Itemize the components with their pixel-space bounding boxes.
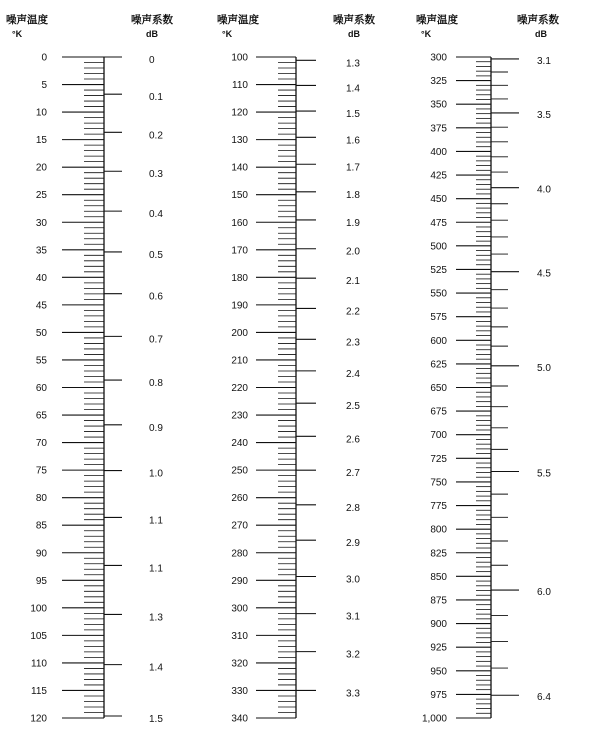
scale-3-temp-label: 525	[430, 264, 447, 276]
scale-2-nf-label: 1.9	[346, 217, 360, 229]
nf-header-2: 噪声系数	[333, 14, 375, 26]
scale-3-temp-label: 500	[430, 241, 447, 253]
scale-1-temp-label: 95	[35, 575, 47, 587]
scale-3-nf-label: 6.4	[537, 692, 551, 704]
scale-1-temp-label: 25	[35, 190, 47, 202]
nf-header-1: 噪声系数	[131, 14, 173, 26]
temp-unit-1: °K	[12, 29, 23, 39]
scale-3-temp-label: 325	[430, 76, 447, 88]
scale-3-temp-label: 300	[430, 52, 447, 64]
scale-2-nf-label: 2.9	[346, 538, 360, 550]
scale-3-temp-label: 350	[430, 99, 447, 111]
scale-3-temp-label: 1,000	[421, 713, 447, 725]
scale-3-temp-label: 800	[430, 524, 447, 536]
scale-2-temp-label: 130	[231, 135, 248, 147]
scale-2-temp-label: 210	[231, 355, 248, 367]
scale-2-temp-label: 140	[231, 162, 248, 174]
scale-2-temp-label: 310	[231, 630, 248, 642]
scale-1-nf-label: 0.4	[149, 209, 163, 221]
scale-1-temp-label: 0	[41, 52, 47, 64]
scale-3-temp-label: 625	[430, 359, 447, 371]
scale-3-temp-label: 750	[430, 477, 447, 489]
scale-1-nf-label: 1.4	[149, 662, 163, 674]
nf-header-3: 噪声系数	[517, 14, 559, 26]
scale-1-nf-label: 0.6	[149, 291, 163, 303]
scale-1-temp-label: 55	[35, 355, 47, 367]
scale-3-temp-label: 650	[430, 383, 447, 394]
temp-unit-3: °K	[421, 29, 432, 39]
temp-unit-2: °K	[222, 29, 233, 39]
scale-2-temp-label: 100	[231, 52, 248, 64]
scale-2-temp-label: 320	[231, 658, 248, 670]
scale-1-temp-label: 85	[35, 520, 47, 532]
scale-1-temp-label: 5	[41, 80, 47, 92]
scale-3-nf-label: 3.5	[537, 109, 551, 121]
scale-3-temp-label: 700	[430, 430, 447, 442]
scale-1-nf-label: 0.3	[149, 169, 163, 181]
scale-2-temp-label: 180	[231, 272, 248, 284]
scale-2-temp-label: 300	[231, 603, 248, 615]
scale-1-temp-label: 70	[35, 438, 47, 450]
scale-2-temp-label: 270	[231, 520, 248, 532]
scale-2-nf-label: 2.3	[346, 337, 360, 349]
scale-2-temp-label: 290	[231, 575, 248, 587]
scale-1-nf-label: 1.5	[149, 713, 163, 725]
scale-1-temp-label: 50	[35, 327, 47, 339]
scale-2-temp-label: 190	[231, 300, 248, 312]
scale-2-nf-label: 2.7	[346, 468, 360, 480]
scale-3-temp-label: 425	[430, 170, 447, 182]
scale-3-temp-label: 375	[430, 123, 447, 135]
scale-1-nf-label: 0.5	[149, 249, 163, 261]
scale-3-nf-label: 4.5	[537, 268, 551, 280]
scale-2-temp-label: 230	[231, 410, 248, 422]
scale-2-nf-label: 2.6	[346, 434, 360, 446]
scale-3-temp-label: 575	[430, 312, 447, 324]
scale-1-temp-label: 105	[30, 630, 47, 642]
scale-1-temp-label: 90	[35, 548, 47, 560]
scale-2-nf-label: 2.0	[346, 246, 360, 258]
temp-header-1: 噪声温度	[6, 14, 48, 26]
scale-2-nf-label: 2.1	[346, 276, 360, 288]
scale-1-temp-label: 115	[31, 685, 47, 697]
scale-2-nf-label: 1.3	[346, 58, 360, 70]
temp-header-3: 噪声温度	[416, 14, 458, 26]
scale-2-nf-label: 2.8	[346, 502, 360, 514]
scale-2-nf-label: 1.6	[346, 135, 360, 147]
scale-3-nf-label: 6.0	[537, 587, 551, 599]
scale-3-temp-label: 950	[430, 666, 447, 678]
scale-1-nf-label: 1.0	[149, 468, 163, 480]
scale-2-temp-label: 220	[231, 383, 248, 394]
scale-2-temp-label: 340	[231, 713, 248, 725]
scale-1-temp-label: 20	[35, 162, 47, 174]
scale-1-temp-label: 45	[35, 300, 47, 312]
scale-1-temp-label: 30	[35, 217, 47, 229]
scale-2-nf-label: 2.4	[346, 368, 360, 380]
scale-2-nf-label: 3.2	[346, 649, 360, 661]
scale-3-temp-label: 850	[430, 571, 447, 583]
scale-1-temp-label: 80	[35, 493, 47, 505]
scale-2-temp-label: 120	[231, 107, 248, 119]
scale-2-nf-label: 1.4	[346, 83, 360, 95]
scale-3-temp-label: 875	[430, 595, 447, 607]
scale-1-temp-label: 10	[35, 107, 47, 119]
scale-3-temp-label: 975	[430, 689, 447, 701]
scale-3-temp-label: 675	[430, 406, 447, 418]
scale-1-temp-label: 100	[30, 603, 47, 615]
scale-2-nf-label: 3.3	[346, 688, 360, 700]
scale-3-temp-label: 725	[430, 453, 447, 465]
scale-2-temp-label: 160	[231, 217, 248, 229]
scale-2-nf-label: 2.2	[346, 306, 360, 318]
scale-3-nf-label: 5.5	[537, 468, 551, 480]
scale-3-temp-label: 825	[430, 548, 447, 560]
scale-1-nf-label: 0	[149, 55, 155, 66]
scale-2-nf-label: 1.5	[346, 109, 360, 121]
scale-3-nf-label: 4.0	[537, 184, 551, 196]
scale-2-nf-label: 1.8	[346, 189, 360, 201]
scale-3-temp-label: 450	[430, 194, 447, 206]
scale-1-nf-label: 1.3	[149, 612, 163, 624]
scale-3-temp-label: 475	[430, 217, 447, 229]
scale-3-temp-label: 400	[430, 146, 447, 158]
scale-1-temp-label: 75	[35, 465, 47, 477]
scale-1-nf-label: 1.1	[149, 563, 163, 575]
scale-3-nf-label: 3.1	[537, 55, 551, 67]
scale-2-temp-label: 280	[231, 548, 248, 560]
scale-3-temp-label: 925	[430, 642, 447, 654]
scale-3-temp-label: 775	[430, 501, 447, 513]
scale-1-temp-label: 60	[35, 383, 47, 394]
scale-1-nf-label: 1.1	[149, 515, 163, 527]
scale-1-nf-label: 0.2	[149, 130, 163, 142]
scale-1-nf-label: 0.8	[149, 378, 163, 390]
scale-2-temp-label: 110	[232, 80, 248, 92]
scale-3-temp-label: 600	[430, 335, 447, 347]
scale-2-temp-label: 330	[231, 685, 248, 697]
scale-1-temp-label: 40	[35, 272, 47, 284]
scale-2-nf-label: 3.0	[346, 574, 360, 586]
scale-2-temp-label: 150	[231, 190, 248, 202]
scale-2-nf-label: 1.7	[346, 162, 360, 174]
scale-3-temp-label: 550	[430, 288, 447, 300]
nf-unit-3: dB	[535, 29, 547, 39]
scale-2-temp-label: 250	[231, 465, 248, 477]
nf-unit-2: dB	[348, 29, 360, 39]
scale-1-temp-label: 15	[35, 135, 47, 147]
scale-2-nf-label: 3.1	[346, 611, 360, 623]
scale-3-temp-label: 900	[430, 619, 447, 631]
scale-1-temp-label: 65	[35, 410, 47, 422]
scale-1-nf-label: 0.7	[149, 334, 163, 346]
temp-header-2: 噪声温度	[217, 14, 259, 26]
scale-2-temp-label: 260	[231, 493, 248, 505]
scale-3-nf-label: 5.0	[537, 362, 551, 374]
scale-2-temp-label: 240	[231, 438, 248, 450]
scale-1-temp-label: 35	[35, 245, 47, 257]
scale-1-temp-label: 120	[30, 713, 47, 725]
scale-1-nf-label: 0.1	[149, 92, 163, 104]
nf-unit-1: dB	[146, 29, 158, 39]
scale-1-temp-label: 110	[31, 658, 47, 670]
scale-2-temp-label: 200	[231, 327, 248, 339]
scale-1-nf-label: 0.9	[149, 422, 163, 434]
scale-2-nf-label: 2.5	[346, 401, 360, 413]
scale-2-temp-label: 170	[231, 245, 248, 257]
